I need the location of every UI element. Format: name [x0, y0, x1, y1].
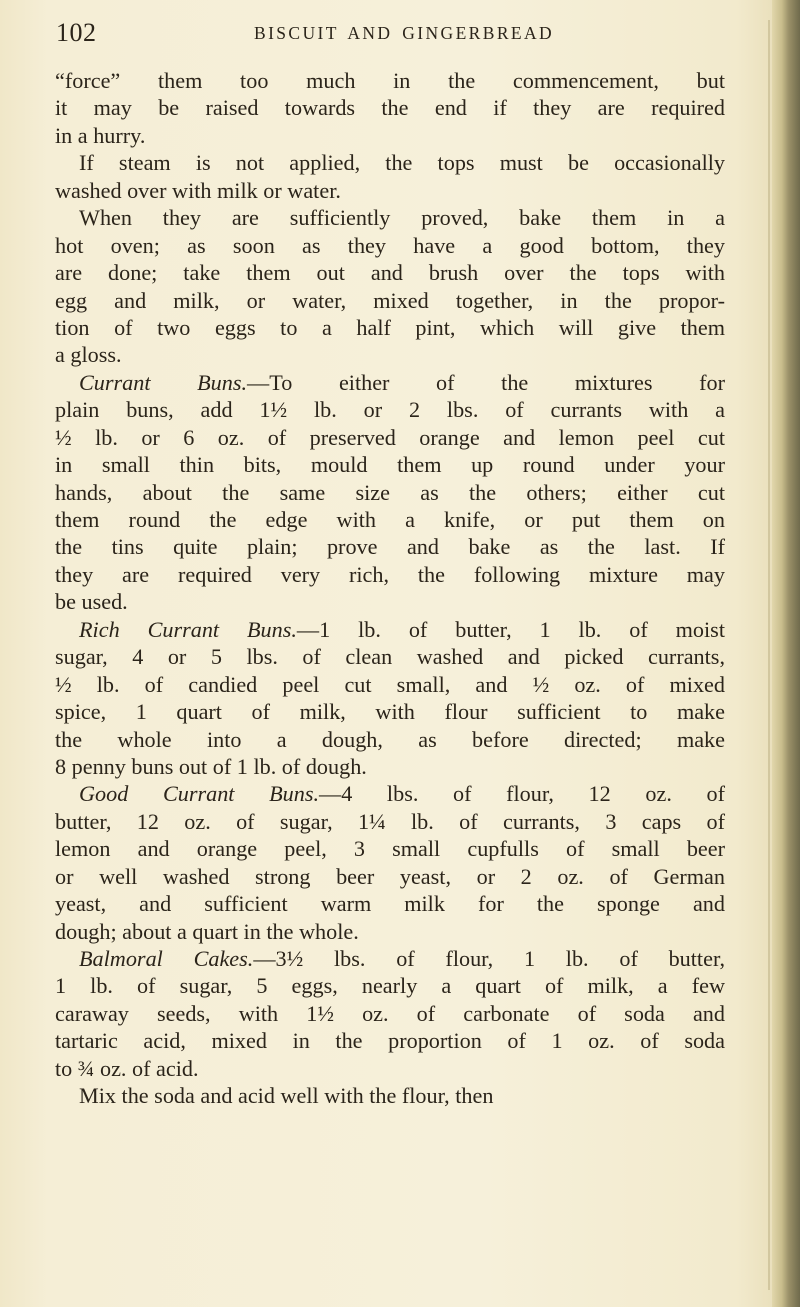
text-line: are done; take them out and brush over the tops with: [55, 260, 725, 286]
text-line: caraway seeds, with 1½ oz. of carbonate of soda and: [55, 1000, 725, 1026]
text-line: tion of two eggs to a half pint, which will give them: [55, 314, 725, 340]
balmoral-cakes-heading-line: [55, 945, 725, 972]
text-line: dough; about a quart in the whole.: [55, 918, 359, 944]
page-fold-line: [768, 20, 770, 1290]
text-line: in a hurry.: [55, 122, 146, 148]
text-line: butter, 12 oz. of sugar, 1¼ lb. of currants, 3 caps of: [55, 808, 725, 834]
page-number: 102: [56, 18, 97, 47]
recipe-heading: Balmoral Cakes.: [79, 946, 254, 971]
recipe-text: —3½ lbs. of flour, 1 lb. of butter,: [253, 946, 725, 971]
body-text: [55, 67, 725, 1110]
text-line: the tins quite plain; prove and bake as the last. If: [55, 534, 725, 560]
currant-buns-heading-line: [55, 369, 725, 396]
text-line: in small thin bits, mould them up round under your: [55, 452, 725, 478]
text-line: 1 lb. of sugar, 5 eggs, nearly a quart of milk, a few: [55, 973, 725, 999]
text-line: washed over with milk or water.: [55, 177, 341, 203]
text-line: ½ lb. of candied peel cut small, and ½ oz. of mixed: [55, 671, 725, 697]
text-line: them round the edge with a knife, or put them on: [55, 507, 725, 532]
text-line: it may be raised towards the end if they are required: [55, 95, 725, 121]
recipe-heading: Rich Currant Buns.: [79, 616, 297, 642]
text-line: lemon and orange peel, 3 small cupfulls of small beer: [55, 836, 725, 862]
text-line: hands, about the same size as the others; either cut: [55, 479, 725, 505]
text-line: spice, 1 quart of milk, with flour sufficient to make: [55, 699, 725, 725]
rich-currant-buns-heading-line: [55, 616, 725, 643]
text-line: or well washed strong beer yeast, or 2 oz. of German: [55, 863, 725, 889]
recipe-text: —4 lbs. of flour, 12 oz. of: [319, 781, 725, 807]
recipe-heading: Good Currant Buns.: [79, 781, 320, 807]
text-line: Mix the soda and acid well with the flour, then: [79, 1083, 494, 1109]
text-line: 8 penny buns out of 1 lb. of dough.: [55, 753, 367, 779]
text-line: plain buns, add 1½ lb. or 2 lbs. of currants with a: [55, 397, 725, 423]
text-line: hot oven; as soon as they have a good bottom, they: [55, 232, 725, 258]
text-line: ½ lb. or 6 oz. of preserved orange and lemon peel cut: [55, 424, 725, 450]
text-line: they are required very rich, the following mixture may: [55, 561, 725, 587]
text-line: yeast, and sufficient warm milk for the sponge and: [55, 891, 725, 917]
text-line: be used.: [55, 589, 128, 615]
text-line: tartaric acid, mixed in the proportion of 1 oz. of soda: [55, 1028, 725, 1054]
recipe-text: —1 lb. of butter, 1 lb. of moist: [296, 616, 725, 642]
good-currant-buns-heading-line: [55, 780, 725, 807]
text-line: “force” them too much in the commencement, but: [55, 68, 725, 93]
running-title: BISCUIT AND GINGERBREAD: [254, 23, 555, 43]
recipe-heading: Currant Buns.: [79, 369, 248, 395]
text-line: sugar, 4 or 5 lbs. of clean washed and picked currants,: [55, 644, 725, 670]
recipe-text: —To either of the mixtures for: [247, 369, 725, 395]
text-line: to ¾ oz. of acid.: [55, 1055, 199, 1081]
page-edge-shadow: [772, 0, 800, 1307]
text-line: When they are sufficiently proved, bake them in a: [79, 205, 725, 231]
text-line: If steam is not applied, the tops must be occasionally: [79, 150, 725, 176]
running-head: [56, 18, 761, 54]
text-line: a gloss.: [55, 342, 122, 368]
text-line: egg and milk, or water, mixed together, in the propor-: [55, 287, 725, 313]
text-line: the whole into a dough, as before directed; make: [55, 726, 725, 752]
